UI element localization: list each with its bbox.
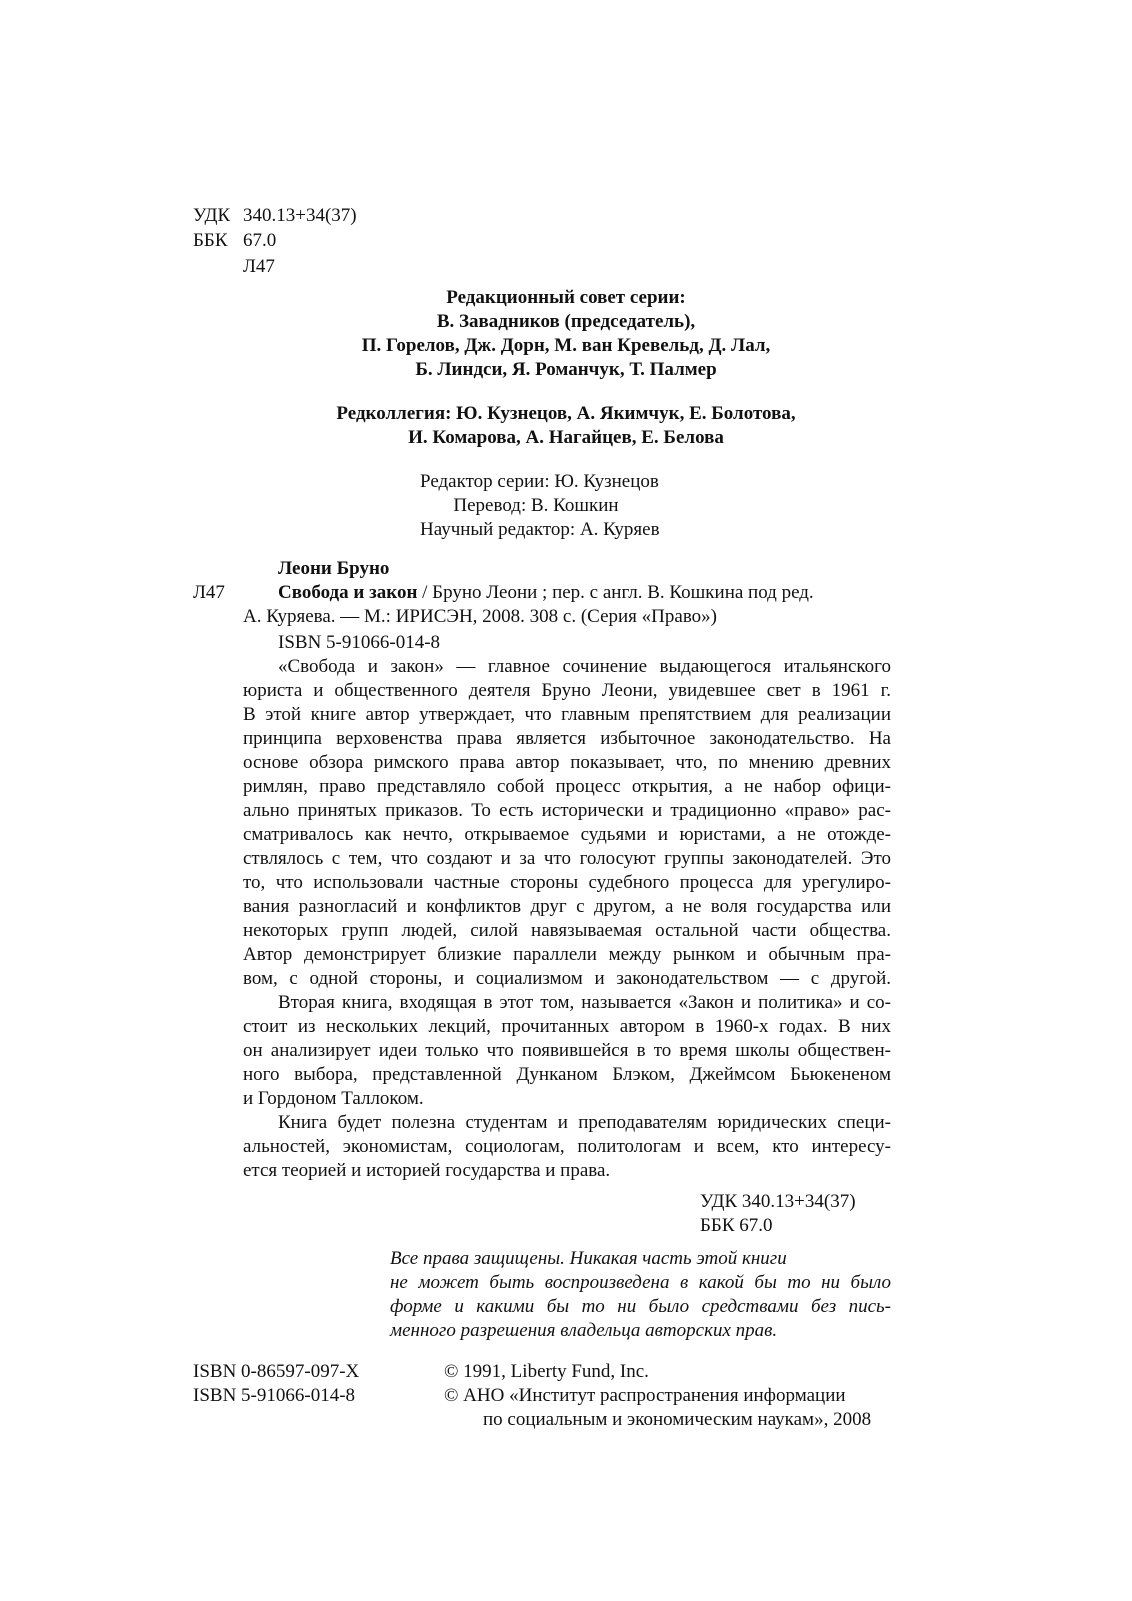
- abstract-line: он анализирует идеи только что появившейся в то время школы обществен-: [243, 1040, 891, 1061]
- editorial-council-title: Редакционный совет серии:: [446, 287, 686, 308]
- credit-translator: Перевод: В. Кошкин: [453, 495, 619, 516]
- abstract-line: то, что использовали частные стороны судебного процесса для урегулиро-: [243, 872, 891, 893]
- bib-isbn: ISBN 5-91066-014-8: [278, 632, 441, 653]
- abstract-line: основе обзора римского права автор показывает, что, по мнению древних: [243, 752, 891, 773]
- bottom-bbk: ББК 67.0: [700, 1215, 773, 1236]
- rights-notice-line: Все права защищены. Никакая часть этой книги: [390, 1248, 787, 1269]
- abstract-line: Автор демонстрирует близкие параллели между рынком и обычным пра-: [243, 944, 891, 965]
- rights-notice-line: менного разрешения владельца авторских прав.: [390, 1320, 778, 1341]
- rights-notice-line: форме и какими бы то ни было средствами без пись-: [390, 1296, 891, 1317]
- abstract-line: вом, с одной стороны, и социализмом и законодательством — с другой.: [243, 968, 891, 989]
- bib-responsibility: / Бруно Леони ; пер. с англ. В. Кошкина под ред.: [417, 582, 814, 603]
- abstract-line: принципа верховенства права является избыточное законодательство. На: [243, 728, 891, 749]
- abstract-line: сматривалось как нечто, открываемое судьями и юристами, а не отожде-: [243, 824, 891, 845]
- abstract-line: «Свобода и закон» — главное сочинение выдающегося итальянского: [278, 656, 891, 677]
- bottom-udk: УДК 340.13+34(37): [700, 1191, 856, 1212]
- abstract-line: вания разногласий и конфликтов друг с другом, а не воля государства или: [243, 896, 891, 917]
- isbn-russian: ISBN 5-91066-014-8: [193, 1385, 356, 1406]
- bib-title-line: [278, 582, 814, 604]
- udk-label: УДК: [193, 205, 231, 226]
- author-sign: Л47: [243, 256, 275, 277]
- udk-value: 340.13+34(37): [243, 205, 357, 226]
- credit-series-editor: Редактор серии: Ю. Кузнецов: [420, 471, 659, 492]
- abstract-line: ально принятых приказов. То есть исторически и традиционно «право» рас-: [243, 800, 891, 821]
- bib-sign: Л47: [193, 582, 225, 603]
- editorial-board-line: И. Комарова, А. Нагайцев, Е. Белова: [408, 427, 724, 448]
- abstract-line: ствлялось с тем, что создают и за что голосуют группы законодателей. Это: [243, 848, 891, 869]
- editorial-council-line: В. Завадников (председатель),: [436, 311, 696, 332]
- copyright-iris-line: по социальным и экономическим наукам», 2008: [483, 1409, 872, 1430]
- isbn-original: ISBN 0-86597-097-X: [193, 1361, 360, 1382]
- bib-title: Свобода и закон: [278, 582, 418, 603]
- abstract-line: римлян, право представляло собой процесс открытия, а не набор офици-: [243, 776, 891, 797]
- abstract-line: стоит из нескольких лекций, прочитанных автором в 1960-х годах. В них: [243, 1016, 891, 1037]
- editorial-council-line: Б. Линдси, Я. Романчук, Т. Палмер: [415, 359, 717, 380]
- copyright-iris-line: © АНО «Институт распространения информации: [444, 1385, 846, 1406]
- abstract-line: юриста и общественного деятеля Бруно Леони, увидевшее свет в 1961 г.: [243, 680, 891, 701]
- editorial-council-line: П. Горелов, Дж. Дорн, М. ван Кревельд, Д. Лал,: [361, 335, 771, 356]
- abstract-line: Книга будет полезна студентам и преподавателям юридических специ-: [278, 1112, 891, 1133]
- abstract-line: ного выбора, представленной Дунканом Блэком, Джеймсом Бьюкененом: [243, 1064, 891, 1085]
- bib-imprint: А. Куряева. — М.: ИРИСЭН, 2008. 308 с. (Серия «Право»): [243, 606, 717, 627]
- abstract-line: и Гордоном Таллоком.: [243, 1088, 424, 1109]
- rights-notice-line: не может быть воспроизведена в какой бы то ни было: [390, 1272, 891, 1293]
- abstract-line: некоторых групп людей, силой навязываемая остальной части общества.: [243, 920, 891, 941]
- bib-author-heading: Леони Бруно: [278, 558, 390, 579]
- copyright-liberty-fund: © 1991, Liberty Fund, Inc.: [444, 1361, 649, 1382]
- abstract-line: альностей, экономистам, социологам, политологам и всем, кто интересу-: [243, 1136, 891, 1157]
- bbk-value: 67.0: [243, 230, 277, 251]
- abstract-line: В этой книге автор утверждает, что главным препятствием для реализации: [243, 704, 891, 725]
- abstract-line: ется теорией и историей государства и права.: [243, 1160, 611, 1181]
- editorial-board-line: Редколлегия: Ю. Кузнецов, А. Якимчук, Е. Болотова,: [336, 403, 796, 424]
- credit-scientific-editor: Научный редактор: А. Куряев: [420, 519, 660, 540]
- bbk-label: ББК: [193, 230, 228, 251]
- abstract-line: Вторая книга, входящая в этот том, называется «Закон и политика» и со-: [278, 992, 891, 1013]
